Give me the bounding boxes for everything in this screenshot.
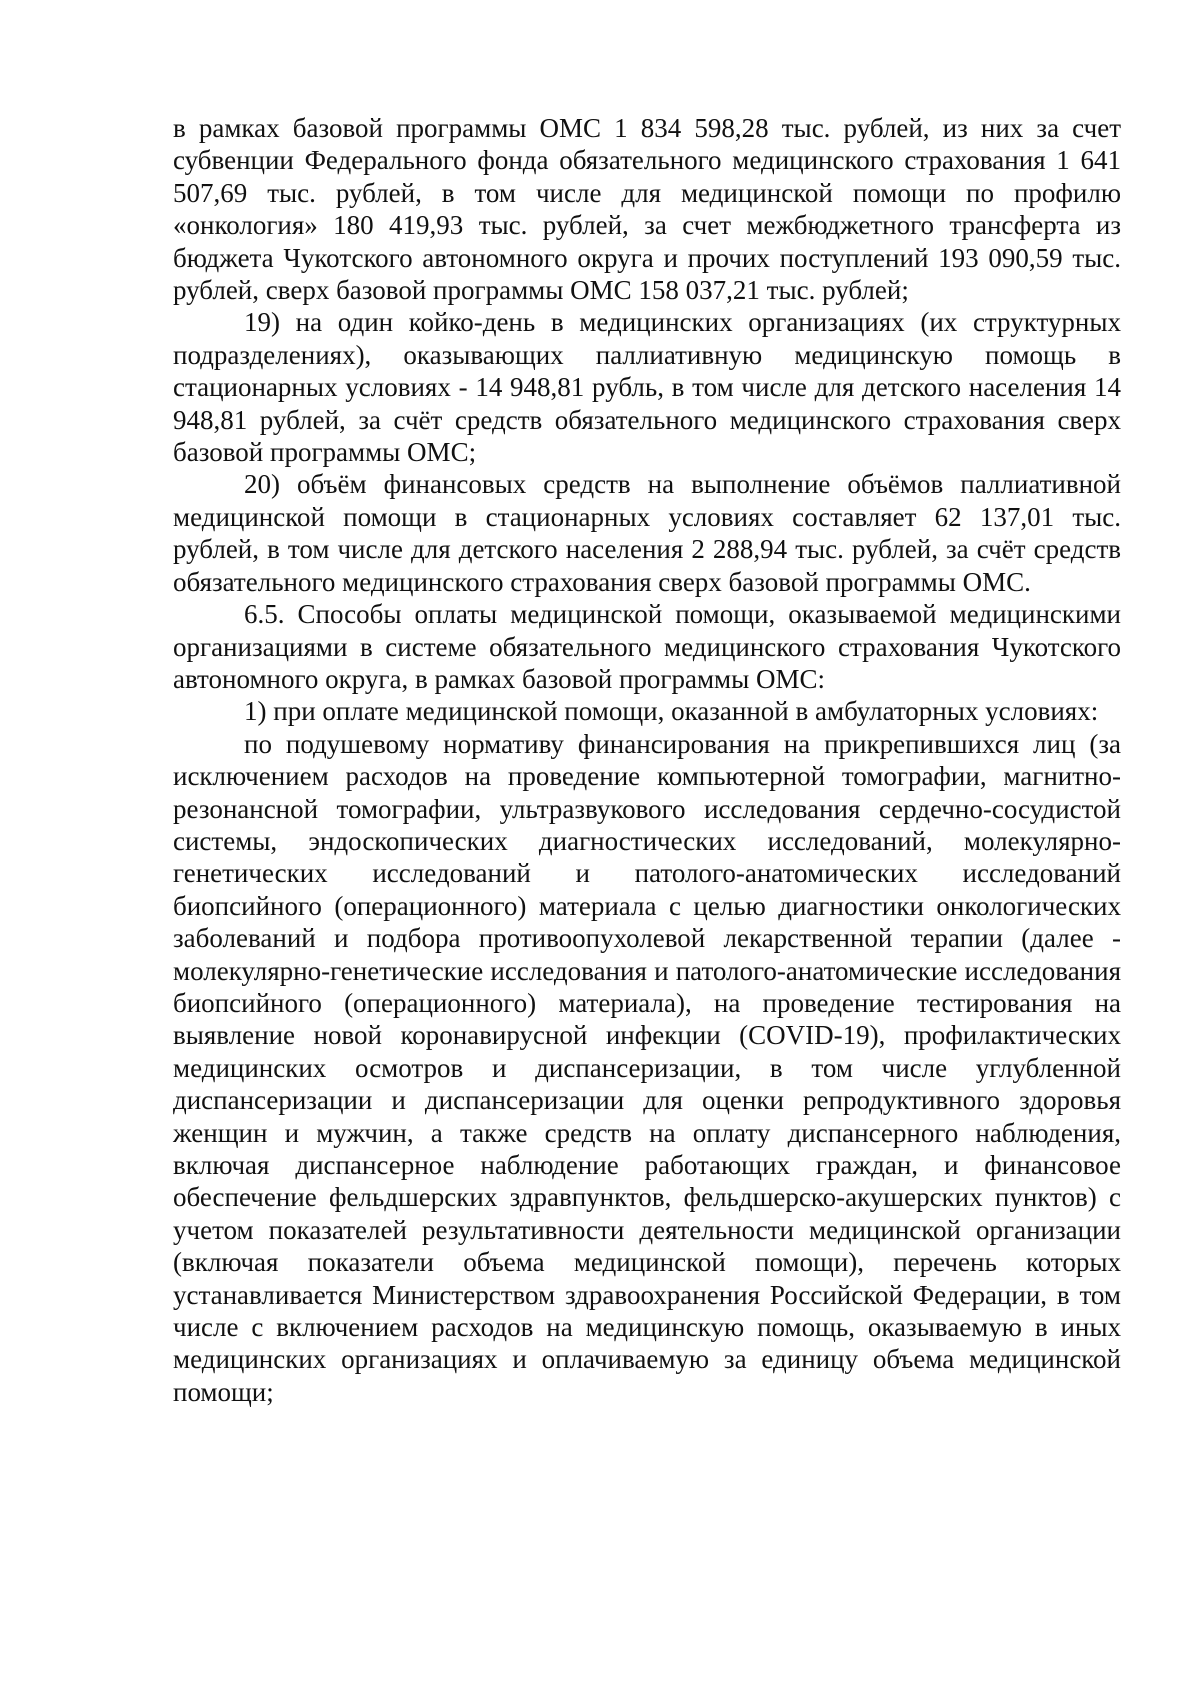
paragraph-per-capita-standard: по подушевому нормативу финансирования на прикрепившихся лиц (за исключением расходов на проведение компьютерной томографии, магнитно-резонансной томографии, ультразвукового исследования сердечно-сосудистой системы, эндоскопических диагностических исследований, молекулярно-генетических исследований и патолого-анатомических исследований биопсийного (операционного) материала с целью диагностики онкологических заболеваний и подбора противоопухолевой лекарственной терапии (далее - молекулярно-генетические исследования и патолого-анатомические исследования биопсийного (операционного) материала), на проведение тестирования на выявление новой коронавирусной инфекции (COVID-19), профилактических медицинских осмотров и диспансеризации, в том числе углубленной диспансеризации и диспансеризации для оценки репродуктивного здоровья женщин и мужчин, а также средств на оплату диспансерного наблюдения, включая диспансерное наблюдение работающих граждан, и финансовое обеспечение фельдшерских здравпунктов, фельдшерско-акушерских пунктов) с учетом показателей результативности деятельности медицинской организации (включая показатели объема медицинской помощи), перечень которых устанавливается Министерством здравоохранения Российской Федерации, в том числе с включением расходов на медицинскую помощь, оказываемую в иных медицинских организациях и оплачиваемую за единицу объема медицинской помощи; bbox=[173, 728, 1121, 1407]
paragraph-item-20: 20) объём финансовых средств на выполнение объёмов паллиативной медицинской помощи в стационарных условиях составляет 62 137,01 тыс. рублей, в том числе для детского населения 2 288,94 тыс. рублей, за счёт средств обязательного медицинского страхования сверх базовой программы ОМС. bbox=[173, 469, 1121, 597]
paragraph-basic-program-funding: в рамках базовой программы ОМС 1 834 598,28 тыс. рублей, из них за счет субвенции Федерального фонда обязательного медицинского страхования 1 641 507,69 тыс. рублей, в том числе для медицинской помощи по профилю «онкология» 180 419,93 тыс. рублей, за счет межбюджетного трансферта из бюджета Чукотского автономного округа и прочих поступлений 193 090,59 тыс. рублей, сверх базовой программы ОМС 158 037,21 тыс. рублей; bbox=[173, 113, 1121, 306]
paragraph-section-6-5: 6.5. Способы оплаты медицинской помощи, оказываемой медицинскими организациями в системе обязательного медицинского страхования Чукотского автономного округа, в рамках базовой программы ОМС: bbox=[173, 599, 1121, 694]
paragraph-item-19: 19) на один койко-день в медицинских организациях (их структурных подразделениях), оказывающих паллиативную медицинскую помощь в стационарных условиях - 14 948,81 рубль, в том числе для детского населения 14 948,81 рублей, за счёт средств обязательного медицинского страхования сверх базовой программы ОМС; bbox=[173, 307, 1121, 468]
paragraph-item-1-outpatient: 1) при оплате медицинской помощи, оказанной в амбулаторных условиях: bbox=[244, 696, 1099, 727]
document-body bbox=[173, 112, 1121, 1408]
